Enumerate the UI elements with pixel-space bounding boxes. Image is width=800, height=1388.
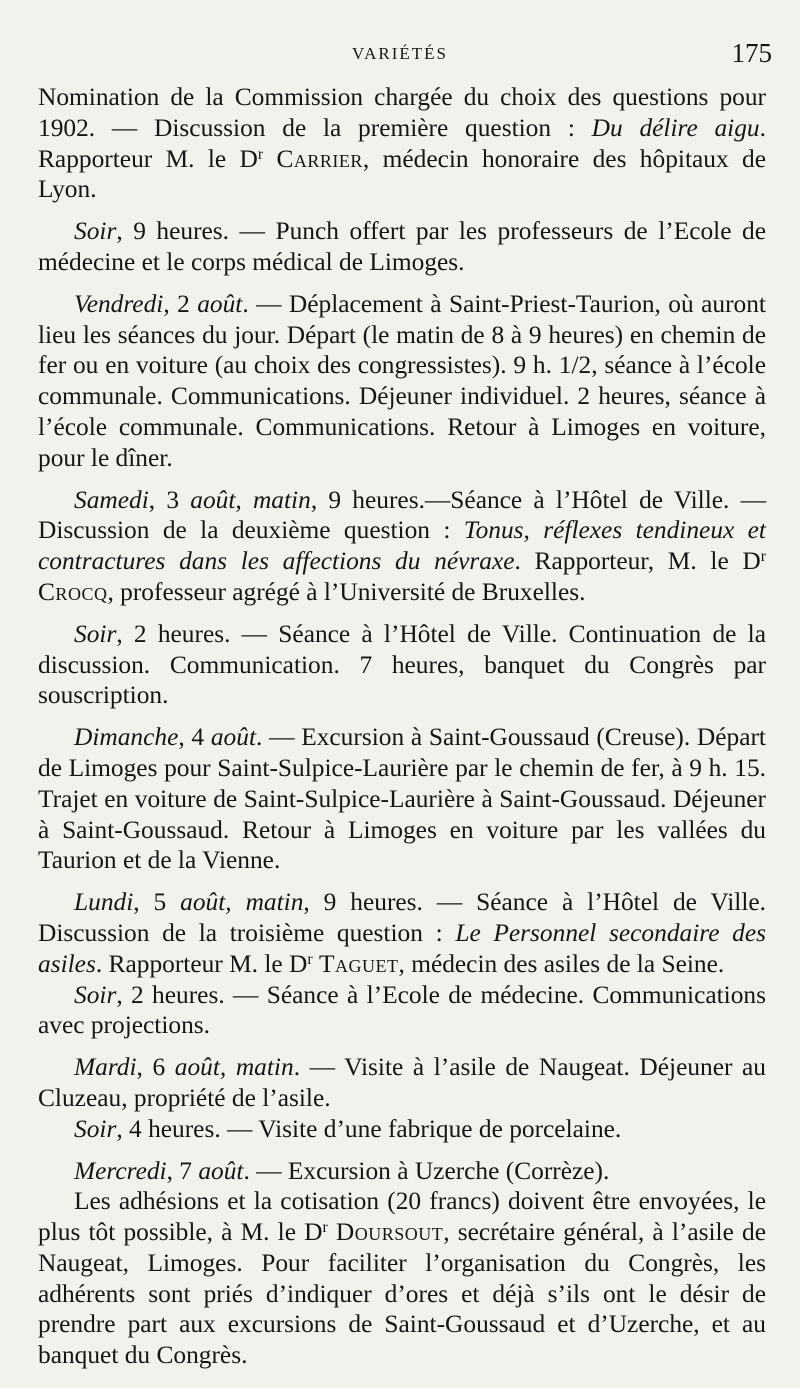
paragraph-mardi (38, 1052, 766, 1114)
text-run: , 9 heures.—Séance à l’Hôtel de Ville. — Discussion de la deuxième question : (38, 485, 767, 545)
paragraph-commission (38, 82, 766, 205)
paragraph-samedi (38, 485, 766, 608)
italic-run: Samedi (74, 485, 149, 514)
text-run: , 2 (163, 289, 198, 318)
paragraph-lundi (38, 887, 766, 979)
italic-run: Soir (74, 217, 117, 246)
italic-run: Le Personnel secondaire des asiles (38, 918, 766, 978)
paragraph-vendredi (38, 289, 766, 474)
italic-run: Vendredi (74, 289, 164, 318)
text-run: , 6 (136, 1053, 175, 1082)
text-run: , médecin honoraire des hôpitaux de Lyon. (38, 144, 766, 204)
text-run (328, 1218, 336, 1246)
paragraph-soir-3 (38, 980, 766, 1042)
text-run: . Rapporteur M. le D (38, 113, 766, 173)
person-name: Crocq (38, 577, 108, 606)
italic-run: août, matin (174, 1053, 294, 1082)
text-run: . — Déplacement à Saint-Priest-Taurion, où auront lieu les séances du jour. Départ (le matin de 8 à 9 heures) en chemin de fer ou en voiture (au choix des congressistes). 9 h. 1/2, séance à l’école communale. Communications. Déjeuner individuel. 2 heures, séance à l’école communale. Communications. Retour à Limoges en voiture, pour le dîner. (38, 289, 766, 472)
text-run: , 2 heures. — Séance à l’Hôtel de Ville. Continuation de la discussion. Communication. 7 heures, banquet du Congrès par souscription. (38, 619, 766, 710)
italic-run: Mercredi (74, 1156, 167, 1185)
running-head: VARIÉTÉS (352, 44, 448, 63)
superscript: r (322, 1219, 328, 1237)
page-header (0, 38, 800, 78)
italic-run: août (197, 289, 243, 318)
text-run: . Rapporteur M. le D (95, 949, 308, 978)
paragraph-soir-2 (38, 619, 766, 711)
italic-run: Soir (74, 1114, 117, 1143)
italic-run: Soir (74, 619, 117, 648)
person-name: Doursout (335, 1218, 444, 1247)
superscript: r (307, 950, 313, 968)
text-run: , 9 heures. — Séance à l’Hôtel de Ville. Discussion de la troisième question : (38, 888, 766, 947)
text-run: . Rapporteur, M. le D (514, 547, 761, 576)
paragraph-soir-4 (38, 1114, 766, 1145)
person-name: Carrier (276, 144, 363, 173)
text-run: , secrétaire général, à l’asile de Naugeat, Limoges. Pour faciliter l’organisation du Congrès, les adhérents sont priés d’indiquer d’ores et déjà s’ils ont le désir de prendre part aux excursions de Saint-Goussaud et d’Uzerche, et au banquet du Congrès. (38, 1218, 766, 1370)
superscript: r (760, 548, 766, 566)
text-run: , 4 heures. — Visite d’une fabrique de porcelaine. (116, 1114, 622, 1143)
italic-run: août, matin (180, 888, 304, 917)
text-run: Les adhésions et la cotisation (20 francs) doivent être envoyées, le plus tôt possible, à M. le D (38, 1187, 766, 1247)
italic-run: Du délire aigu (591, 113, 760, 142)
italic-run: Tonus, réflexes tendineux et contractures dans les affections du névraxe (38, 516, 766, 576)
person-name: Taguet (319, 949, 399, 978)
text-run: , 5 (133, 888, 181, 917)
text-run: , professeur agrégé à l’Université de Bruxelles. (107, 577, 586, 606)
italic-run: août (198, 1156, 244, 1185)
italic-run: Mardi (74, 1053, 137, 1082)
italic-run: Dimanche (74, 723, 179, 752)
text-run: , 3 (148, 485, 191, 514)
text-run: , médecin des asiles de la Seine. (398, 949, 725, 978)
page-number: 175 (731, 38, 772, 68)
paragraph-dimanche (38, 722, 766, 876)
text-run (263, 145, 276, 173)
text-run: , 7 (166, 1156, 199, 1185)
body-text (38, 82, 766, 1371)
text-run: , 4 (178, 723, 211, 752)
text-run: , 2 heures. — Séance à l’Ecole de médecine. Communications avec projections. (38, 980, 766, 1040)
italic-run: août (210, 723, 256, 752)
italic-run: Soir (74, 980, 117, 1009)
paragraph-adhesions (38, 1186, 766, 1371)
text-run: . — Excursion à Uzerche (Corrèze). (243, 1156, 610, 1185)
italic-run: août, matin (190, 485, 311, 514)
italic-run: Lundi (74, 888, 134, 917)
text-run: Nomination de la Commission chargée du choix des questions pour 1902. — Discussion de la première question : (38, 83, 766, 142)
superscript: r (257, 145, 264, 163)
paragraph-soir-1 (38, 216, 766, 278)
text-run: . — Visite à l’asile de Naugeat. Déjeuner au Cluzeau, propriété de l’asile. (38, 1053, 767, 1112)
text-run: . — Excursion à Saint-Goussaud (Creuse). Départ de Limoges pour Saint-Sulpice-Laurière par le chemin de fer, à 9 h. 15. Trajet en voiture de Saint-Sulpice-Laurière à Saint-Goussaud. Déjeuner à Saint-Goussaud. Retour à Limoges en voiture par les vallées du Taurion et de la Vienne. (38, 723, 766, 875)
paragraph-mercredi (38, 1156, 766, 1187)
text-run: , 9 heures. — Punch offert par les professeurs de l’Ecole de médecine et le corps médical de Limoges. (38, 217, 766, 276)
